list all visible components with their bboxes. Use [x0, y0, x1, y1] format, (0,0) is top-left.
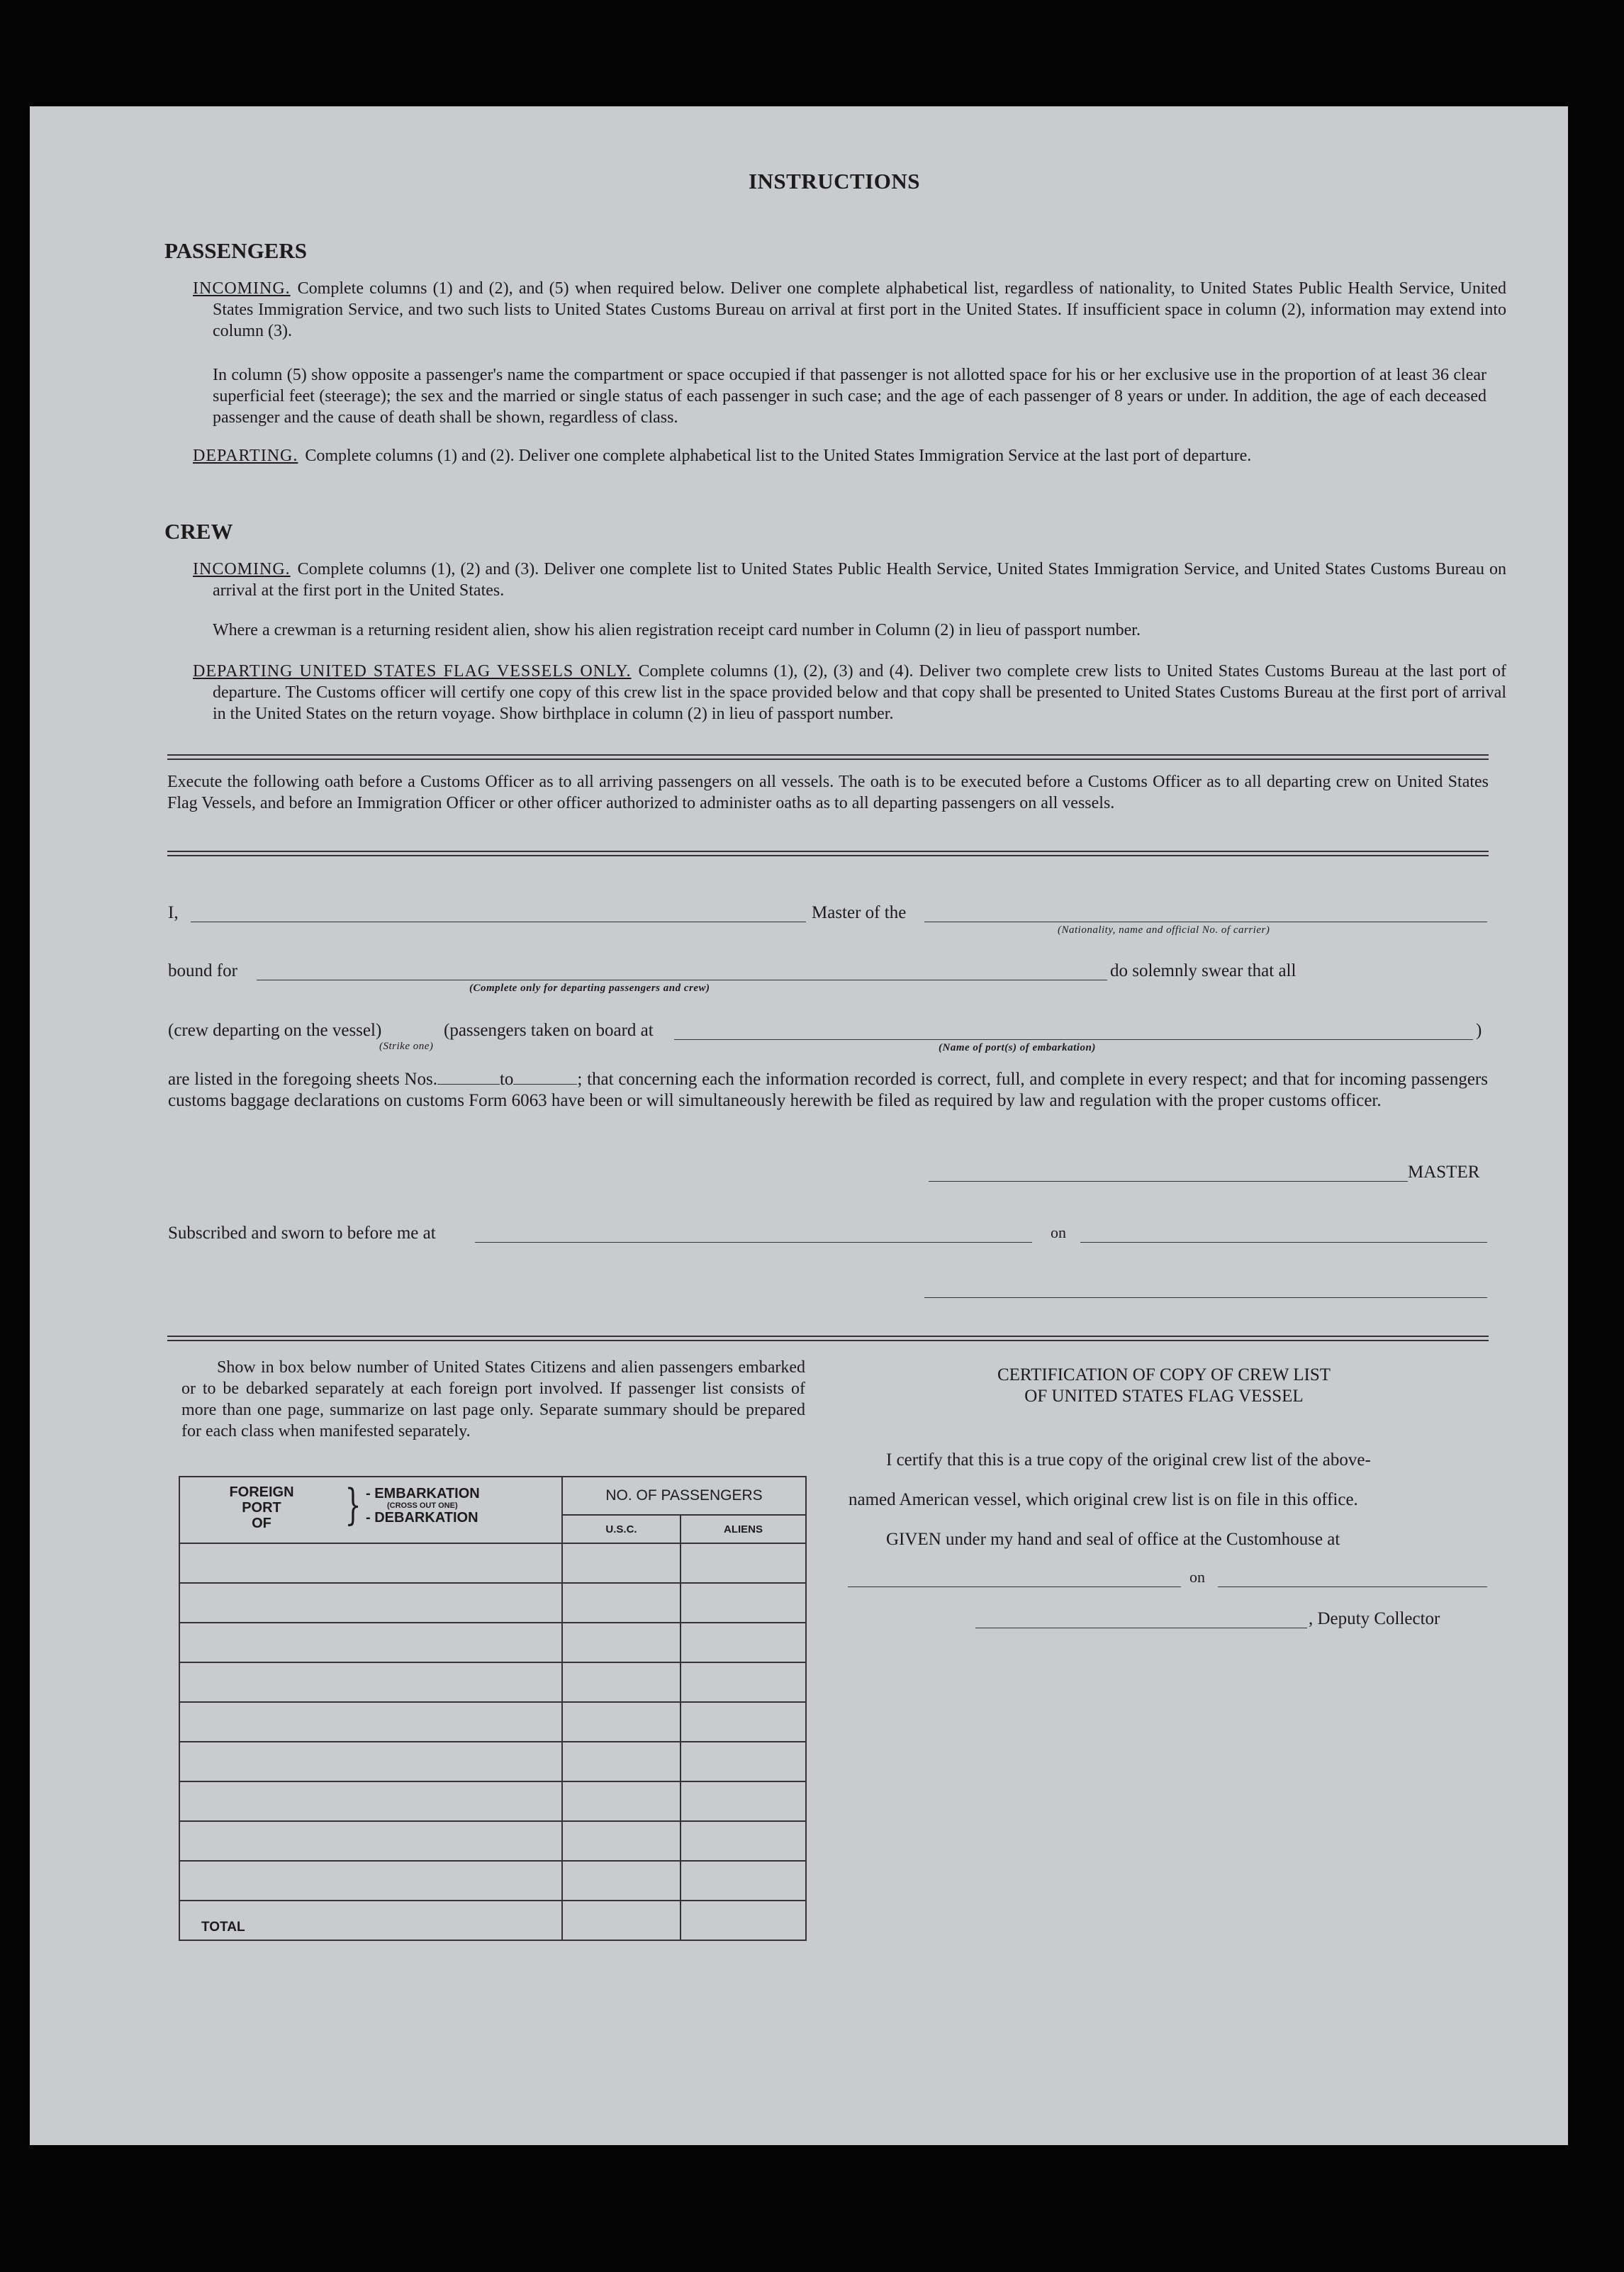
- certification-title-1: CERTIFICATION OF COPY OF CREW LIST: [997, 1365, 1331, 1384]
- deputy-collector-label: , Deputy Collector: [1309, 1609, 1440, 1628]
- total-label: TOTAL: [201, 1920, 245, 1935]
- passenger-summary-table: [179, 1476, 807, 1941]
- total-row-label: [179, 1901, 562, 1940]
- crew-incoming-label: INCOMING.: [193, 560, 291, 578]
- crew-incoming-paragraph: [193, 559, 1506, 601]
- passengers-incoming-label: INCOMING.: [193, 279, 291, 298]
- aliens-cell[interactable]: [681, 1623, 806, 1662]
- nationality-caption: (Nationality, name and official No. of carrier): [1058, 924, 1270, 936]
- double-rule: [167, 1336, 1489, 1341]
- brace-icon: }: [345, 1480, 362, 1530]
- column5-paragraph: In column (5) show opposite a passenger's name the compartment or space occupied if that passenger is not allotted space for his or her exclusive use in the proportion of at least 36 clear superficial feet (steerage); the sex and the married or single status of each passenger in such case; and the age of each passenger of 8 years or under. In addition, the age of each deceased passenger and the cause of death shall be shown, regardless of class.: [213, 366, 1486, 427]
- passengers-taken-label: (passengers taken on board at: [444, 1021, 654, 1040]
- sheet-to-field[interactable]: [513, 1070, 577, 1085]
- port-cell[interactable]: [179, 1702, 562, 1742]
- ports-caption: (Name of port(s) of embarkation): [939, 1042, 1096, 1053]
- master-label: MASTER: [1408, 1163, 1480, 1182]
- aliens-cell[interactable]: [681, 1543, 806, 1583]
- total-usc-cell[interactable]: [562, 1901, 681, 1940]
- certification-text-2: named American vessel, which original crew list is on file in this office.: [849, 1490, 1358, 1509]
- listed-to: to: [499, 1070, 514, 1089]
- form-sheet: [30, 106, 1568, 2145]
- certification-title-2: OF UNITED STATES FLAG VESSEL: [1024, 1387, 1304, 1406]
- oath-i-label: I,: [168, 903, 179, 922]
- passengers-departing-paragraph: [193, 445, 1506, 466]
- port-cell[interactable]: [179, 1781, 562, 1821]
- aliens-cell[interactable]: [681, 1702, 806, 1742]
- bound-for-label: bound for: [168, 961, 237, 980]
- aliens-header: [681, 1515, 806, 1543]
- usc-cell[interactable]: [562, 1702, 681, 1742]
- port-cell[interactable]: [179, 1543, 562, 1583]
- master-signature-field[interactable]: [929, 1181, 1408, 1182]
- oath-instruction: Execute the following oath before a Customs Officer as to all arriving passengers on all vessels. The oath is to be executed before a Customs Officer as to all departing crew on United States Flag Vessels, and before an Immigration Officer or other officer authorized to administer oaths as to all departing passengers on all vessels.: [167, 773, 1489, 812]
- crew-heading: CREW: [164, 519, 233, 544]
- close-paren: ): [1476, 1021, 1482, 1040]
- usc-cell[interactable]: [562, 1821, 681, 1861]
- crew-departing-label: DEPARTING UNITED STATES FLAG VESSELS ONLY.: [193, 662, 632, 681]
- double-rule: [167, 754, 1489, 760]
- aliens-cell[interactable]: [681, 1821, 806, 1861]
- embarkation-ports-field[interactable]: [674, 1039, 1473, 1040]
- crew-incoming-text: Complete columns (1), (2) and (3). Deliver one complete list to United States Public Health Service, United States Immigration Service, and United States Customs Bureau on arrival at the first port in the United States.: [213, 560, 1506, 600]
- usc-cell[interactable]: [562, 1861, 681, 1901]
- port-cell[interactable]: [179, 1742, 562, 1781]
- strike-one-caption: (Strike one): [379, 1041, 434, 1052]
- passengers-departing-label: DEPARTING.: [193, 447, 298, 465]
- sheet-from-field[interactable]: [437, 1070, 500, 1085]
- aliens-cell[interactable]: [681, 1861, 806, 1901]
- usc-cell[interactable]: [562, 1662, 681, 1702]
- foreign-port-header: [179, 1477, 562, 1543]
- crew-departing-label: (crew departing on the vessel): [168, 1021, 382, 1040]
- cross-out-one-label: (CROSS OUT ONE): [387, 1501, 458, 1510]
- officer-signature-field[interactable]: [924, 1297, 1487, 1298]
- crew-resident-paragraph: Where a crewman is a returning resident alien, show his alien registration receipt card number in Column (2) in lieu of passport number.: [213, 621, 1141, 639]
- usc-label: U.S.C.: [605, 1523, 637, 1535]
- aliens-cell[interactable]: [681, 1662, 806, 1702]
- certification-on: on: [1189, 1568, 1205, 1586]
- usc-cell[interactable]: [562, 1623, 681, 1662]
- aliens-cell[interactable]: [681, 1781, 806, 1821]
- passengers-departing-text: Complete columns (1) and (2). Deliver one complete alphabetical list to the United States Immigration Service at the last port of departure.: [305, 447, 1252, 465]
- aliens-cell[interactable]: [681, 1583, 806, 1623]
- foreign-label: FOREIGN: [229, 1484, 294, 1500]
- listed-prefix: are listed in the foregoing sheets Nos.: [168, 1070, 437, 1089]
- port-cell[interactable]: [179, 1861, 562, 1901]
- port-cell[interactable]: [179, 1662, 562, 1702]
- swear-label: do solemnly swear that all: [1110, 961, 1297, 980]
- aliens-cell[interactable]: [681, 1742, 806, 1781]
- certification-given: GIVEN under my hand and seal of office at the Customhouse at: [886, 1530, 1340, 1549]
- of-label: OF: [252, 1516, 271, 1531]
- aliens-label: ALIENS: [723, 1523, 763, 1535]
- port-cell[interactable]: [179, 1623, 562, 1662]
- port-cell[interactable]: [179, 1583, 562, 1623]
- subscribed-on-label: on: [1051, 1224, 1066, 1241]
- usc-cell[interactable]: [562, 1781, 681, 1821]
- port-label: PORT: [242, 1500, 281, 1516]
- master-of-the-label: Master of the: [812, 903, 907, 922]
- passengers-incoming-paragraph: [193, 278, 1506, 342]
- passengers-incoming-text: Complete columns (1) and (2), and (5) when required below. Deliver one complete alphabetical list, regardless of nationality, to United States Public Health Service, United States Immigration Service, and two such lists to United States Customs Bureau on arrival at first port in the United States. If insufficient space in column (2), information may extend into column (3).: [213, 279, 1506, 340]
- page-title: INSTRUCTIONS: [748, 169, 920, 194]
- double-rule: [167, 851, 1489, 856]
- subscribed-place-field[interactable]: [475, 1242, 1032, 1243]
- complete-only-caption: (Complete only for departing passengers and crew): [469, 983, 710, 994]
- usc-cell[interactable]: [562, 1543, 681, 1583]
- usc-header: [562, 1515, 681, 1543]
- listed-suffix: ; that concerning each the information recorded is correct, full, and complete in every respect; and that for incoming passengers customs baggage declarations on customs Form 6063 have been or will simultaneously herewith be filed as required by law and regulation with the proper customs officer.: [168, 1070, 1488, 1110]
- no-of-passengers-header: [562, 1477, 806, 1515]
- passengers-heading: PASSENGERS: [164, 238, 307, 263]
- embarkation-label: - EMBARKATION: [366, 1486, 480, 1501]
- certification-text-1: I certify that this is a true copy of the original crew list of the above-: [886, 1450, 1371, 1470]
- listed-paragraph: [168, 1069, 1488, 1112]
- crew-departing-text: Complete columns (1), (2), (3) and (4). Deliver two complete crew lists to United States Customs Bureau at the last port of departure. The Customs officer will certify one copy of this crew list in the space provided below and that copy shall be presented to United States Customs Bureau at the first port of arrival in the United States on the return voyage. Show birthplace in column (2) in lieu of passport number.: [213, 662, 1506, 723]
- total-aliens-cell[interactable]: [681, 1901, 806, 1940]
- no-of-passengers-label: NO. OF PASSENGERS: [605, 1487, 763, 1504]
- usc-cell[interactable]: [562, 1742, 681, 1781]
- subscribed-date-field[interactable]: [1080, 1242, 1487, 1243]
- summary-instruction: Show in box below number of United States Citizens and alien passengers embarked or to be debarked separately at each foreign port involved. If passenger list consists of more than one page, summarize on last page only. Separate summary should be prepared for each class when manifested separately.: [181, 1358, 805, 1440]
- crew-departing-paragraph: [193, 661, 1506, 724]
- debarkation-label: - DEBARKATION: [366, 1510, 478, 1526]
- usc-cell[interactable]: [562, 1583, 681, 1623]
- port-cell[interactable]: [179, 1821, 562, 1861]
- subscribed-label: Subscribed and sworn to before me at: [168, 1224, 436, 1243]
